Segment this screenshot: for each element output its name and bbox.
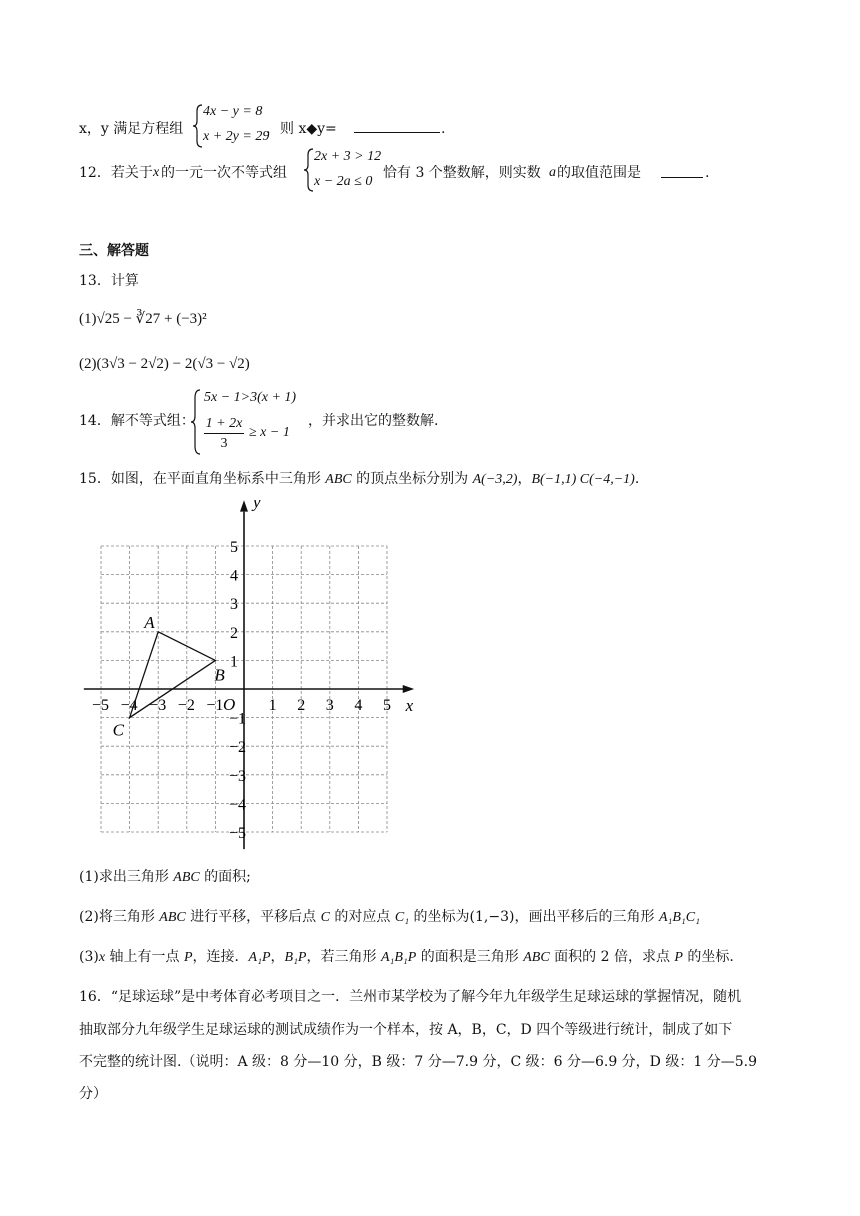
q15-p3-h: B₁P: [284, 950, 307, 965]
q15-p3-i: ，若三角形: [306, 949, 381, 965]
q15-p3-n: P: [674, 950, 683, 965]
x-tick-label: −5: [92, 697, 110, 714]
q11-eq2: x + 2y = 29: [203, 129, 270, 144]
q11-eq1: 4x − y = 8: [203, 104, 263, 119]
point-a-label: A: [144, 612, 155, 632]
y-arrow-icon: [240, 500, 248, 511]
q15-p2-a: (2)将三角形: [79, 909, 160, 925]
q14-frac-den: 3: [220, 436, 228, 451]
q12-mid: 的一元一次不等式组: [161, 165, 287, 181]
q15-p3-e: ，连接．: [192, 949, 249, 965]
q15-p2-h: A₁B₁C₁: [658, 910, 700, 925]
q12-prefix: 12．若关于: [79, 165, 153, 181]
q12-var-x: x: [153, 165, 160, 180]
q15-p2-g: 的坐标为(1,−3)，画出平移后的三角形: [409, 909, 659, 925]
x-tick-label: −4: [120, 697, 138, 714]
origin-label: O: [223, 695, 236, 714]
q15-p3-a: (3): [79, 949, 99, 965]
q15-p1-a: (1)求出三角形: [79, 869, 174, 885]
q15-coord-c: C(−4,−1): [576, 472, 635, 487]
axes: [84, 500, 414, 849]
y-tick-label: 5: [230, 539, 238, 556]
section-title: 三、解答题: [79, 243, 149, 259]
q14-eq1: 5x − 1>3(x + 1): [204, 390, 297, 405]
y-axis-label: y: [253, 500, 261, 512]
x-tick-label: −1: [206, 697, 224, 714]
q15-p1-b: ABC: [173, 870, 200, 885]
x-axis-label: x: [405, 696, 414, 715]
q15-p2-f: C₁: [394, 910, 410, 925]
x-tick-label: 2: [297, 697, 306, 714]
q15-end: .: [634, 471, 640, 487]
q15-statement: [79, 470, 639, 489]
q15-part3: [79, 948, 734, 967]
q15-p3-g: ，: [270, 949, 285, 965]
x-tick-label: −2: [177, 697, 195, 714]
q11-answer-blank: [354, 118, 440, 133]
q16-line1: 16．“足球运球”是中考体育必考项目之一．兰州市某学校为了解今年九年级学生足球运球的掌握情况，随机: [79, 989, 742, 1005]
q15-abc: ABC: [325, 472, 352, 487]
q11-prefix: x，y 满足方程组: [79, 121, 184, 137]
x-tick-label: −3: [149, 697, 167, 714]
q15-p3-l: ABC: [523, 950, 550, 965]
q12-eq2: x − 2a ≤ 0: [314, 174, 373, 189]
q15-coord-a: A(−3,2): [472, 472, 518, 487]
x-tick-label: 4: [354, 697, 363, 714]
q14-frac-bar: [204, 433, 244, 434]
q15-p3-c: 轴上有一点: [105, 949, 184, 965]
x-tick-label: 3: [325, 697, 334, 714]
q16-line4: 分）: [79, 1086, 107, 1102]
point-c-label: C: [112, 720, 124, 740]
q15-p3-j: A₁B₁P: [380, 950, 417, 965]
q15-part1: [79, 868, 251, 887]
q14-suffix: ，并求出它的整数解.: [308, 413, 439, 429]
q15-part2: [79, 908, 700, 927]
y-tick-label: −3: [229, 767, 247, 785]
q13-part2: (2)(3√3 − 2√2) − 2(√3 − √2): [79, 356, 250, 372]
q12-answer-blank: [661, 163, 703, 178]
q12-tail: 的取值范围是: [557, 165, 641, 181]
q15-p1-c: 的面积;: [199, 869, 251, 885]
q15-p3-f: A₁P: [248, 950, 271, 965]
y-tick-label: 1: [230, 653, 238, 671]
q12-end: .: [705, 165, 710, 181]
q13-part1: (1)√25 − ∛27 + (−3)²: [79, 311, 207, 327]
y-tick-label: −5: [229, 825, 247, 842]
q15-p3-k: 的面积是三角形: [416, 949, 524, 965]
y-tick-label: 4: [230, 567, 238, 585]
q15-sep1: ，: [517, 471, 532, 487]
x-tick-label: 5: [383, 697, 391, 714]
q15-p3-o: 的坐标.: [682, 949, 734, 965]
q15-text-b: 的顶点坐标分别为: [351, 471, 473, 487]
q15-p2-d: C: [320, 910, 330, 925]
q15-p2-c: 进行平移，平移后点: [185, 909, 321, 925]
q11-suffix: ，则 x◆y=: [266, 121, 337, 137]
q14-prefix: 14．解不等式组：: [79, 413, 195, 429]
y-tick-label: −2: [229, 739, 247, 757]
q15-coord-b: B(−1,1): [531, 472, 577, 487]
x-tick-label: 1: [268, 697, 277, 714]
point-b-label: B: [214, 665, 225, 685]
q12-eq1: 2x + 3 > 12: [314, 149, 382, 164]
triangle-abc: [130, 632, 216, 718]
q14-brace-icon: [190, 388, 202, 456]
q16-line3: 不完整的统计图.（说明：A 级：8 分—10 分，B 级：7 分—7.9 分，C 级：6 分—6.9 分，D 级：1 分—5.9: [79, 1054, 757, 1070]
q15-p2-e: 的对应点: [329, 909, 395, 925]
y-tick-label: 2: [230, 624, 238, 642]
q15-p3-m: 面积的 2 倍，求点: [549, 949, 675, 965]
q16-line2: 抽取部分九年级学生足球运球的测试成绩作为一个样本，按 A，B，C，D 四个等级进行统计，制成了如下: [79, 1022, 733, 1038]
y-tick-label: 3: [230, 596, 238, 614]
q14-eq2-rest: ≥ x − 1: [249, 425, 290, 440]
q11-end: .: [441, 121, 446, 137]
x-arrow-icon: [403, 685, 414, 693]
q12-var-a: a: [549, 165, 556, 180]
q15-text-a: 15．如图，在平面直角坐标系中三角形: [79, 471, 326, 487]
q15-p3-d: P: [183, 950, 193, 965]
q13-title: 13．计算: [79, 273, 139, 289]
q14-frac-num: 1 + 2x: [205, 416, 243, 431]
y-tick-label: −4: [229, 796, 247, 814]
coordinate-graph: [70, 500, 420, 860]
q15-p2-b: ABC: [159, 910, 186, 925]
y-tick-label: −1: [229, 710, 247, 728]
q15-p3-b: x: [98, 950, 106, 965]
q12-after: 恰有 3 个整数解，则实数: [383, 165, 541, 181]
